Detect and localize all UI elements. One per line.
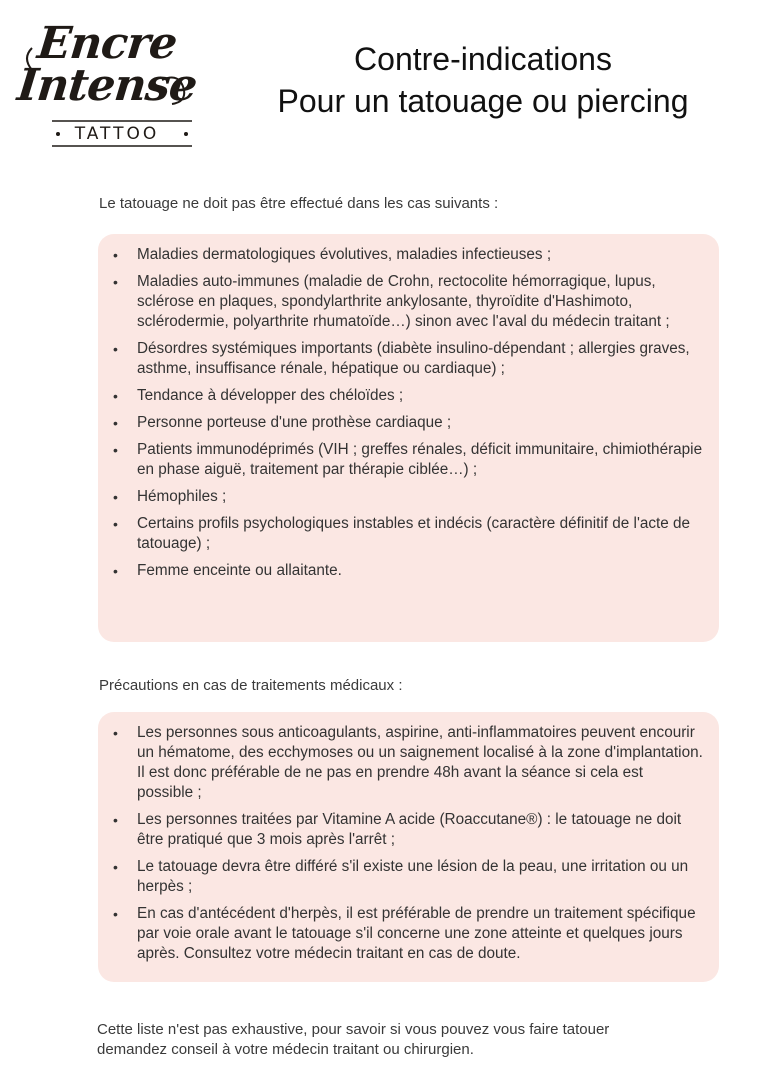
bullet-icon: • bbox=[113, 442, 118, 458]
footer-line-2: demandez conseil à votre médecin traitant ou chirurgien. bbox=[97, 1041, 474, 1058]
list-item: • Le tatouage devra être différé s'il existe une lésion de la peau, une irritation ou un herpès ; bbox=[113, 858, 689, 895]
list-item: • Personne porteuse d'une prothèse cardiaque ; bbox=[113, 414, 452, 431]
contraindications-box bbox=[98, 234, 719, 642]
list-item: • Femme enceinte ou allaitante. bbox=[113, 562, 342, 579]
bullet-icon: • bbox=[113, 341, 118, 357]
title-line-1: Contre-indications bbox=[354, 41, 612, 77]
section-1-label: Le tatouage ne doit pas être effectué dans les cas suivants : bbox=[99, 195, 499, 212]
bullet-icon: • bbox=[113, 859, 118, 875]
list-item: • Tendance à développer des chéloïdes ; bbox=[113, 387, 404, 404]
logo-line-1: Encre bbox=[35, 18, 179, 69]
bullet-icon: • bbox=[113, 906, 118, 922]
bullet-icon: • bbox=[113, 516, 118, 532]
logo bbox=[12, 18, 202, 154]
list-item: • Désordres systémiques importants (diabète insulino-dépendant ; allergies graves, asthme, insuffisance rénale, hépatique ou cardiaque) ; bbox=[113, 340, 690, 377]
contraindications-list bbox=[112, 245, 703, 581]
bullet-icon: • bbox=[113, 415, 118, 431]
section-2-label: Précautions en cas de traitements médicaux : bbox=[99, 677, 403, 694]
bullet-icon: • bbox=[113, 489, 118, 505]
list-item: • Patients immunodéprimés (VIH ; greffes rénales, déficit immunitaire, chimiothérapie en phase aiguë, traitement par thérapie ciblée…) ; bbox=[113, 441, 703, 478]
page-title bbox=[228, 38, 738, 122]
logo-line-2: Intense bbox=[14, 60, 200, 111]
list-item: • En cas d'antécédent d'herpès, il est préférable de prendre un traitement spécifique par voie orale avant le tatouage s'il concerne une zone atteinte et quelques jours après. Consultez votre médecin traitant en cas de doute. bbox=[113, 905, 696, 962]
bullet-icon: • bbox=[113, 725, 118, 741]
list-item: • Maladies dermatologiques évolutives, maladies infectieuses ; bbox=[113, 246, 552, 263]
bullet-icon: • bbox=[113, 274, 118, 290]
list-item: • Maladies auto-immunes (maladie de Crohn, rectocolite hémorragique, lupus, sclérose en plaques, spondylarthrite ankylosante, thyroïdite d'Hashimoto, sclérodermie, polyarthrite rhumatoïde…) sinon avec l'aval du médecin traitant ; bbox=[113, 273, 670, 330]
bullet-icon: • bbox=[113, 247, 118, 263]
footer-line-1: Cette liste n'est pas exhaustive, pour savoir si vous pouvez vous faire tatouer bbox=[97, 1021, 610, 1038]
list-item: • Hémophiles ; bbox=[113, 488, 227, 505]
bullet-icon: • bbox=[113, 388, 118, 404]
footer-note bbox=[97, 1020, 717, 1060]
bullet-icon: • bbox=[113, 563, 118, 579]
logo-tattoo-label: TATTOO bbox=[74, 124, 160, 144]
precautions-list bbox=[112, 723, 703, 964]
list-item: • Les personnes sous anticoagulants, aspirine, anti-inflammatoires peuvent encourir un hématome, des ecchymoses ou un saignement localisé à la zone d'implantation. Il est donc préférable de ne pas en prendre 48h avant la séance si cela est possible ; bbox=[113, 724, 703, 801]
title-line-2: Pour un tatouage ou piercing bbox=[277, 83, 689, 119]
list-item: • Les personnes traitées par Vitamine A acide (Roaccutane®) : le tatouage ne doit être pratiqué que 3 mois après l'arrêt ; bbox=[113, 811, 682, 848]
list-item: • Certains profils psychologiques instables et indécis (caractère définitif de l'acte de tatouage) ; bbox=[113, 515, 691, 552]
bullet-icon: • bbox=[113, 812, 118, 828]
precautions-box bbox=[98, 712, 719, 982]
